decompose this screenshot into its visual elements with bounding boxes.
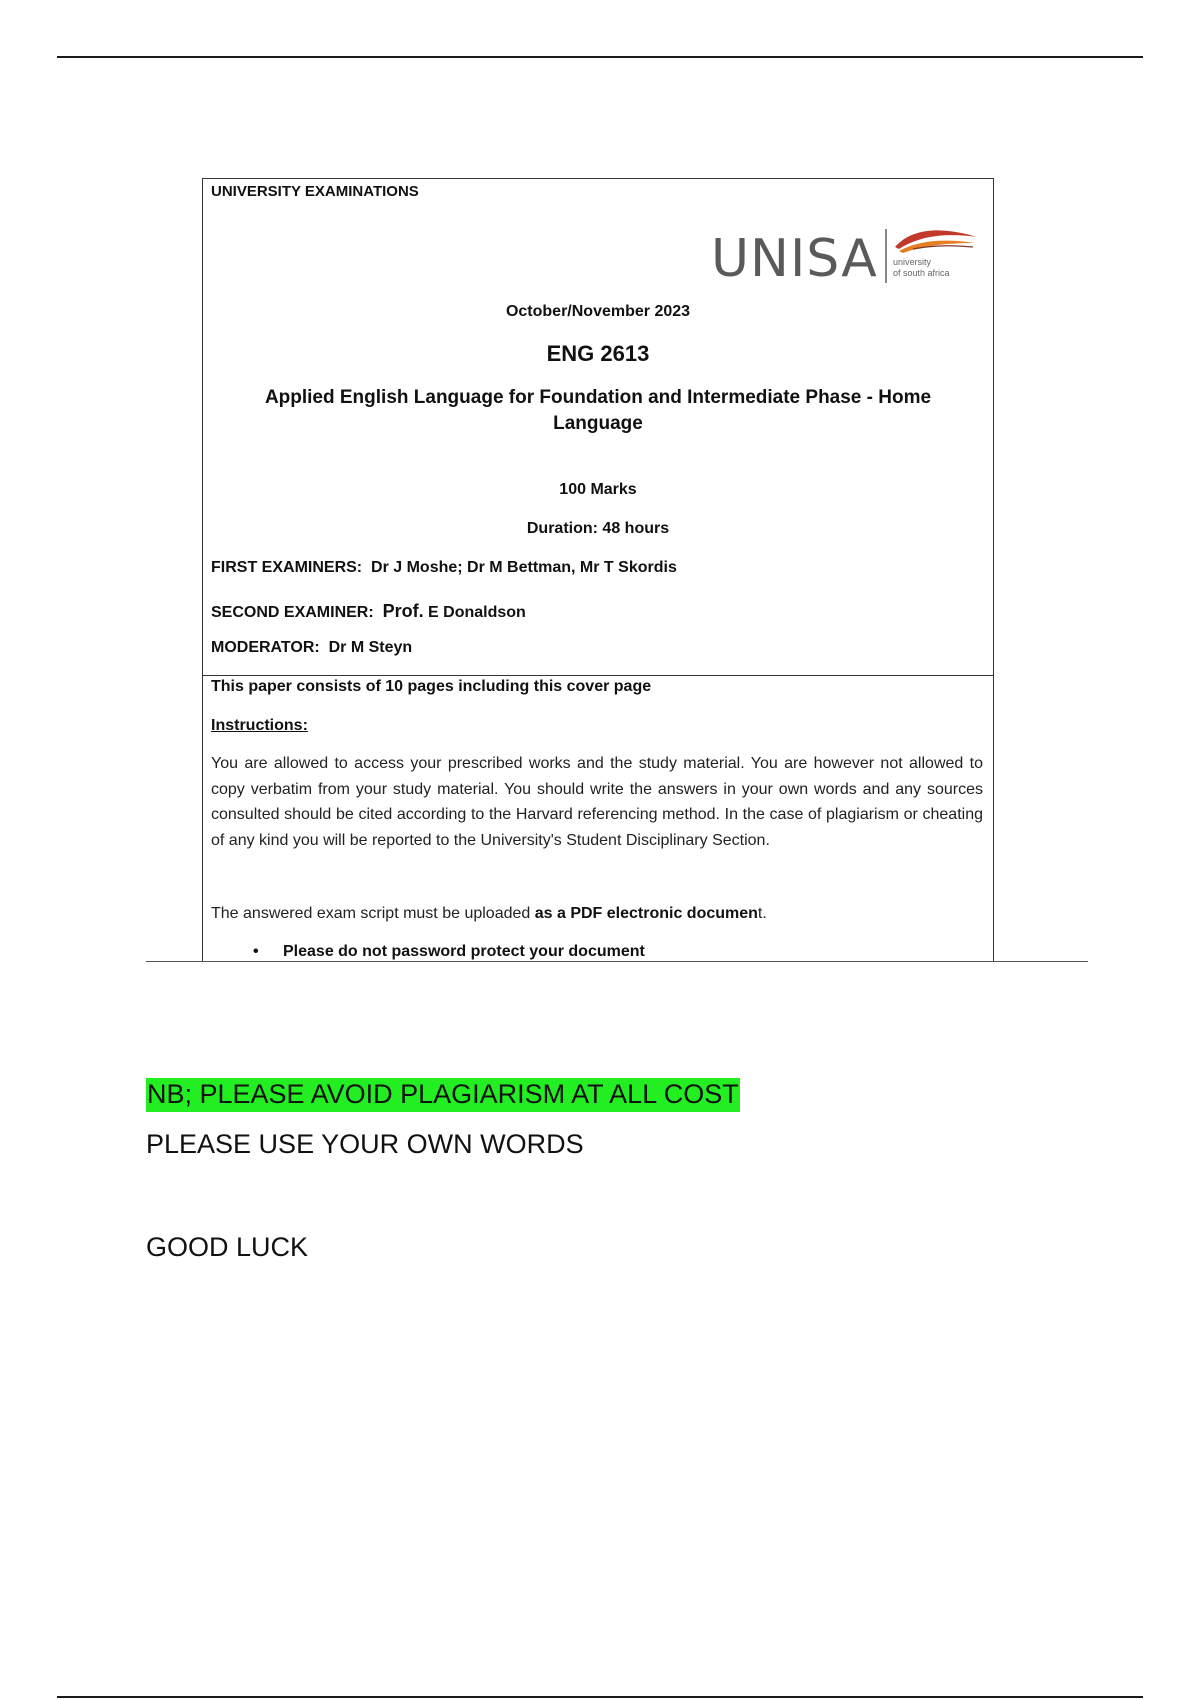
moderator <box>211 639 412 657</box>
bullet-text: Please do not password protect your document <box>283 943 645 960</box>
second-examiner <box>211 601 526 622</box>
instructions-title: Instructions: <box>211 717 308 734</box>
logo-wordmark: UNISA <box>711 229 878 289</box>
plagiarism-warning: NB; PLEASE AVOID PLAGIARISM AT ALL COST <box>146 1078 740 1112</box>
exam-cover-image <box>202 178 994 962</box>
page-bottom-rule <box>57 1696 1143 1698</box>
upload-format: as a PDF electronic documen <box>534 905 758 922</box>
first-examiners-label: FIRST EXAMINERS: <box>211 559 363 576</box>
upload-prefix: The answered exam script must be uploaded <box>211 905 531 922</box>
cover-heading: UNIVERSITY EXAMINATIONS <box>211 183 419 200</box>
second-examiner-label: SECOND EXAMINER: <box>211 604 374 621</box>
upload-instruction <box>211 905 767 923</box>
logo-tag-line2: of south africa <box>893 268 950 278</box>
exam-session: October/November 2023 <box>505 303 691 320</box>
bullet-dot: • <box>253 943 259 960</box>
unisa-swoosh-icon <box>893 225 979 255</box>
logo-divider <box>885 229 887 283</box>
image-bottom-rule <box>146 961 1088 962</box>
bullet-item <box>253 943 645 961</box>
first-examiners <box>211 559 677 577</box>
cover-divider <box>203 675 993 676</box>
second-examiner-title: Prof. <box>382 601 424 621</box>
upload-suffix: t. <box>757 905 767 922</box>
good-luck-note: GOOD LUCK <box>146 1232 309 1262</box>
page-top-rule <box>57 56 1143 58</box>
page-count-note: This paper consists of 10 pages including this cover page <box>211 678 652 695</box>
course-code: ENG 2613 <box>546 341 650 366</box>
exam-duration: Duration: 48 hours <box>526 520 670 537</box>
moderator-value: Dr M Steyn <box>328 639 413 656</box>
instructions-body: You are allowed to access your prescribed works and the study material. You are however not allowed to copy verbatim from your study material. You should write the answers in your own words and any sources consulted should be cited according to the Harvard referencing method. In the case of plagiarism or cheating of any kind you will be reported to the University's Student Disciplinary Section. <box>211 755 983 849</box>
moderator-label: MODERATOR: <box>211 639 320 656</box>
unisa-logo <box>711 225 981 287</box>
course-title: Applied English Language for Foundation and Intermediate Phase - Home Language <box>264 387 932 434</box>
total-marks: 100 Marks <box>559 481 637 498</box>
logo-tag-line1: university <box>893 257 932 267</box>
first-examiners-value: Dr J Moshe; Dr M Bettman, Mr T Skordis <box>371 559 677 576</box>
logo-tagline <box>893 257 950 279</box>
second-examiner-name: E Donaldson <box>428 604 526 621</box>
own-words-note: PLEASE USE YOUR OWN WORDS <box>146 1129 584 1159</box>
